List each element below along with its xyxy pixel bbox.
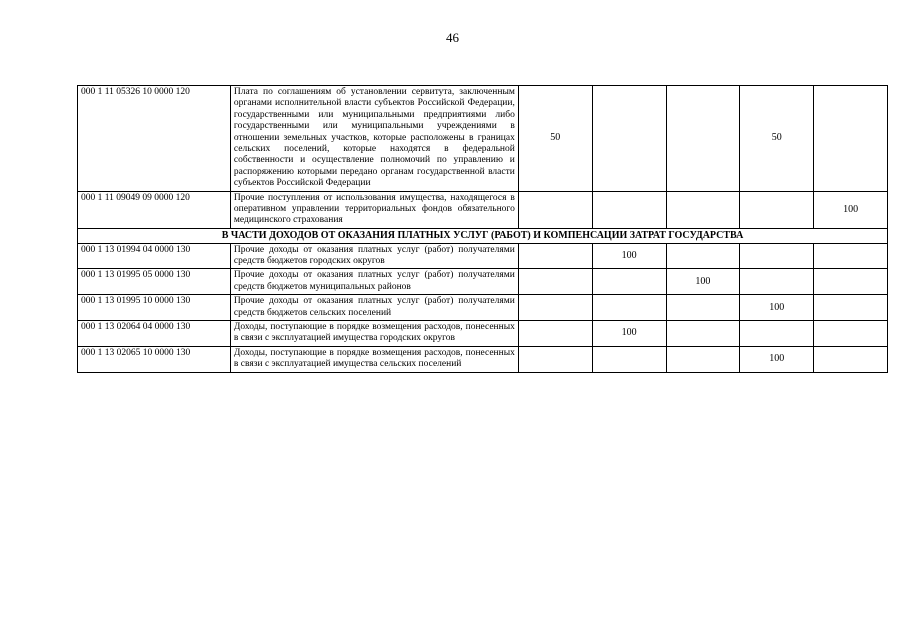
section-row <box>78 228 888 243</box>
amount-cell <box>666 86 740 192</box>
amount-cell: 100 <box>814 191 888 228</box>
amount-cell <box>814 269 888 295</box>
amount-cell <box>666 321 740 347</box>
amount-cell <box>666 346 740 372</box>
budget-code-cell: 000 1 11 09049 09 0000 120 <box>78 191 231 228</box>
amount-cell <box>518 321 592 347</box>
budget-code-cell: 000 1 13 01994 04 0000 130 <box>78 243 231 269</box>
amount-cell: 100 <box>592 321 666 347</box>
budget-code-cell: 000 1 13 02065 10 0000 130 <box>78 346 231 372</box>
amount-cell <box>518 191 592 228</box>
budget-code-cell: 000 1 13 02064 04 0000 130 <box>78 321 231 347</box>
amount-cell <box>518 269 592 295</box>
amount-cell <box>814 243 888 269</box>
amount-cell <box>666 191 740 228</box>
budget-code-cell: 000 1 11 05326 10 0000 120 <box>78 86 231 192</box>
table-row <box>78 269 888 295</box>
amount-cell <box>740 321 814 347</box>
budget-classification-table <box>77 85 888 373</box>
amount-cell <box>814 295 888 321</box>
amount-cell <box>814 321 888 347</box>
amount-cell <box>518 243 592 269</box>
amount-cell: 100 <box>740 295 814 321</box>
description-cell: Прочие доходы от оказания платных услуг (работ) получателями средств бюджетов городских округов <box>230 243 518 269</box>
description-cell: Доходы, поступающие в порядке возмещения расходов, понесенных в связи с эксплуатацией имущества сельских поселений <box>230 346 518 372</box>
amount-cell <box>740 243 814 269</box>
page-number: 46 <box>446 30 459 45</box>
amount-cell <box>592 295 666 321</box>
amount-cell <box>740 269 814 295</box>
amount-cell <box>666 295 740 321</box>
table-row <box>78 321 888 347</box>
amount-cell <box>666 243 740 269</box>
amount-cell: 50 <box>740 86 814 192</box>
section-title: В ЧАСТИ ДОХОДОВ ОТ ОКАЗАНИЯ ПЛАТНЫХ УСЛУГ (РАБОТ) И КОМПЕНСАЦИИ ЗАТРАТ ГОСУДАРСТВА <box>78 228 888 243</box>
description-cell: Прочие доходы от оказания платных услуг (работ) получателями средств бюджетов муниципальных районов <box>230 269 518 295</box>
budget-code-cell: 000 1 13 01995 10 0000 130 <box>78 295 231 321</box>
amount-cell <box>592 86 666 192</box>
budget-code-cell: 000 1 13 01995 05 0000 130 <box>78 269 231 295</box>
amount-cell <box>518 295 592 321</box>
amount-cell: 50 <box>518 86 592 192</box>
amount-cell <box>592 191 666 228</box>
amount-cell <box>740 191 814 228</box>
table-row <box>78 295 888 321</box>
table-row <box>78 346 888 372</box>
amount-cell: 100 <box>666 269 740 295</box>
table-row <box>78 243 888 269</box>
amount-cell <box>592 269 666 295</box>
amount-cell <box>592 346 666 372</box>
description-cell: Прочие доходы от оказания платных услуг (работ) получателями средств бюджетов сельских поселений <box>230 295 518 321</box>
table-row <box>78 191 888 228</box>
amount-cell <box>814 86 888 192</box>
description-cell: Доходы, поступающие в порядке возмещения расходов, понесенных в связи с эксплуатацией имущества городских округов <box>230 321 518 347</box>
amount-cell: 100 <box>592 243 666 269</box>
amount-cell <box>814 346 888 372</box>
amount-cell <box>518 346 592 372</box>
description-cell: Плата по соглашениям об установлении сервитута, заключенным органами исполнительной власти субъектов Российской Федерации, государственными или муниципальными предприятиями либо государственными или муниципальными учреждениями в отношении земельных участков, которые расположены в границах сельских поселений, которые находятся в федеральной собственности и осуществление полномочий по управлению и распоряжению которыми передано органам государственной власти субъектов Российской Федерации <box>230 86 518 192</box>
description-cell: Прочие поступления от использования имущества, находящегося в оперативном управлении территориальных фондов обязательного медицинского страхования <box>230 191 518 228</box>
table-row <box>78 86 888 192</box>
amount-cell: 100 <box>740 346 814 372</box>
